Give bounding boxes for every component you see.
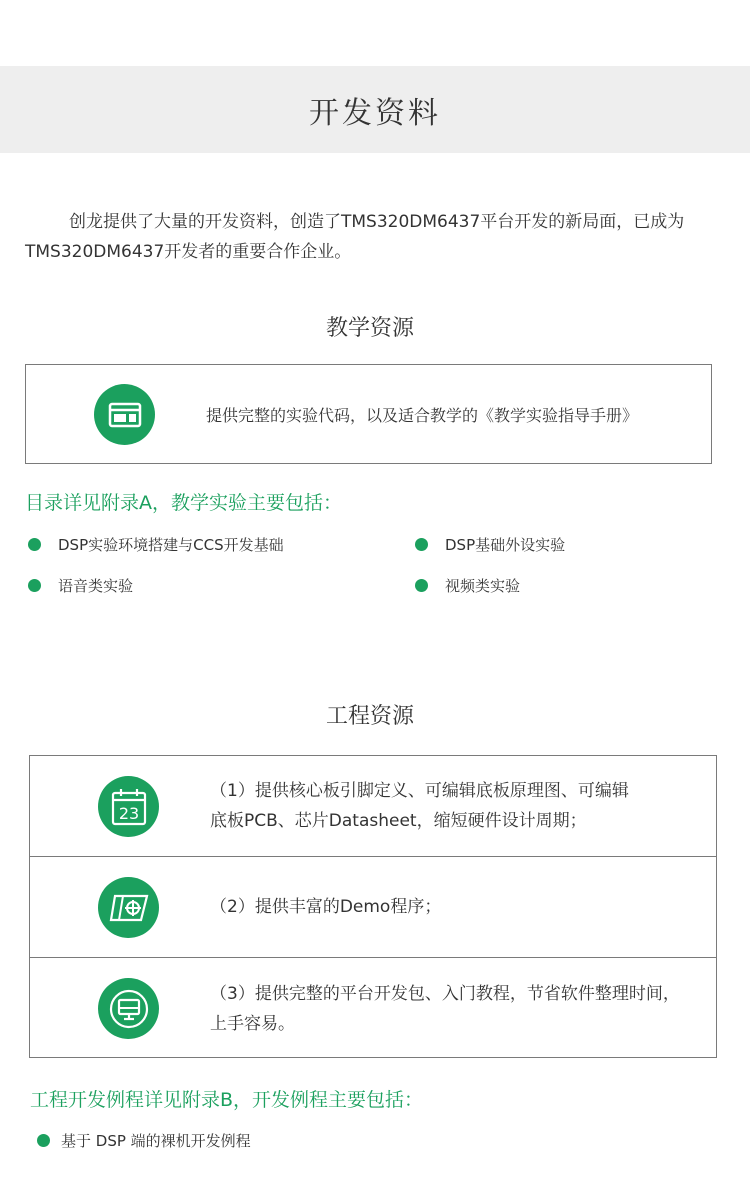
row-line: 上手容易。 bbox=[210, 1014, 295, 1034]
list-item bbox=[37, 1130, 251, 1151]
teaching-box-text: 提供完整的实验代码，以及适合教学的《教学实验指导手册》 bbox=[206, 406, 639, 425]
row-line: （3）提供完整的平台开发包、入门教程，节省软件整理时间， bbox=[210, 984, 680, 1004]
bullet-dot bbox=[28, 538, 41, 551]
list-item bbox=[28, 534, 284, 555]
list-item bbox=[28, 575, 133, 596]
teaching-resource-box bbox=[25, 364, 712, 464]
intro-paragraph: 创龙提供了大量的开发资料，创造了TMS320DM6437平台开发的新局面，已成为TMS320DM6437开发者的重要合作企业。 bbox=[25, 212, 685, 262]
page-title: 开发资料 bbox=[309, 95, 441, 131]
page-banner bbox=[0, 66, 750, 153]
window-icon bbox=[94, 384, 155, 445]
bullet-dot bbox=[415, 538, 428, 551]
list-item-label: 语音类实验 bbox=[58, 577, 134, 595]
engineering-row bbox=[30, 957, 716, 1058]
bullet-dot bbox=[28, 579, 41, 592]
list-item bbox=[415, 575, 520, 596]
monitor-icon bbox=[98, 978, 159, 1039]
engineering-section-title: 工程资源 bbox=[325, 704, 414, 729]
row-line: （1）提供核心板引脚定义、可编辑底板原理图、可编辑 bbox=[210, 781, 629, 801]
teaching-heading: 目录详见附录A，教学实验主要包括： bbox=[25, 492, 342, 514]
svg-text:23: 23 bbox=[118, 803, 139, 823]
engineering-row bbox=[30, 756, 716, 856]
bullet-dot bbox=[415, 579, 428, 592]
row-line: （2）提供丰富的Demo程序； bbox=[210, 897, 442, 917]
engineering-resource-box bbox=[29, 755, 717, 1058]
list-item-label: 基于 DSP 端的裸机开发例程 bbox=[61, 1132, 251, 1150]
list-item-label: 视频类实验 bbox=[445, 577, 521, 595]
map-icon bbox=[98, 877, 159, 938]
engineering-heading: 工程开发例程详见附录B，开发例程主要包括： bbox=[30, 1089, 424, 1111]
list-item-label: DSP基础外设实验 bbox=[445, 536, 566, 554]
list-item bbox=[415, 534, 565, 555]
bullet-dot bbox=[37, 1134, 50, 1147]
teaching-section-title: 教学资源 bbox=[325, 316, 414, 341]
row-line: 底板PCB、芯片Datasheet，缩短硬件设计周期； bbox=[210, 811, 587, 831]
engineering-row bbox=[30, 856, 716, 957]
calendar-icon bbox=[98, 776, 159, 837]
list-item-label: DSP实验环境搭建与CCS开发基础 bbox=[58, 536, 284, 554]
